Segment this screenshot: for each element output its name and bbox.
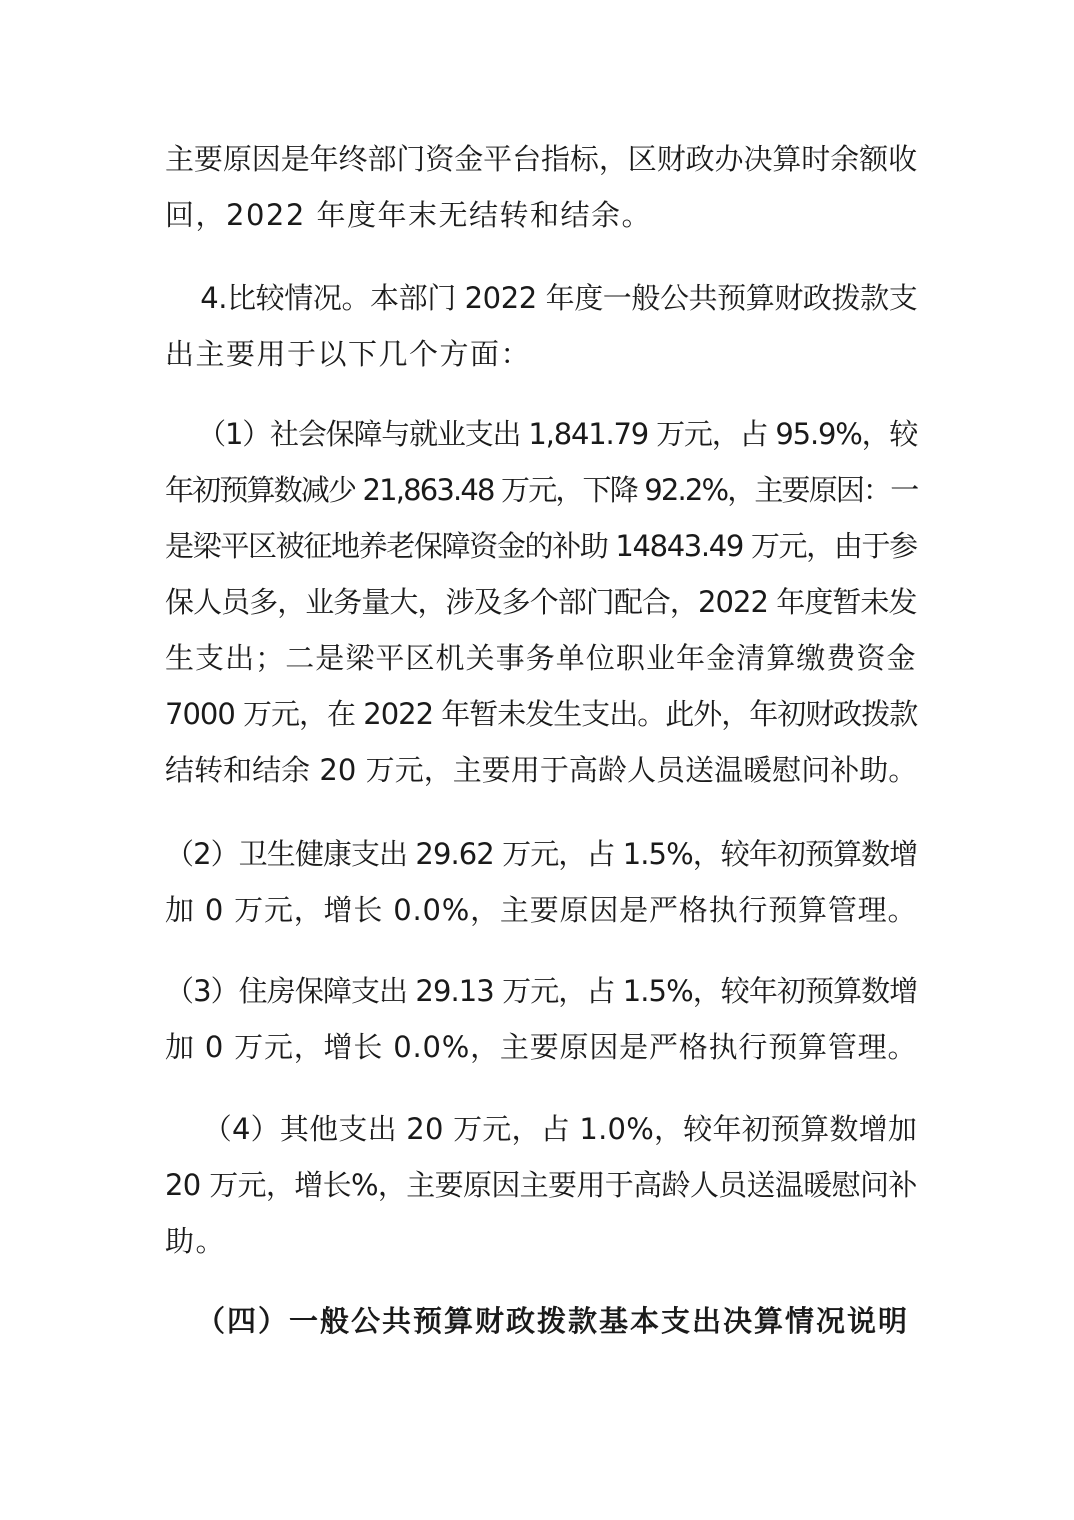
text-line: 加 0 万元，增长 0.0%，主要原因是严格执行预算管理。 (165, 1030, 918, 1064)
paragraph-item-1 (165, 406, 918, 798)
text-line: 出主要用于以下几个方面： (165, 337, 532, 371)
paragraph-intro (165, 131, 918, 243)
text-line: （1）社会保障与就业支出 1,841.79 万元，占 95.9%，较 (165, 417, 918, 451)
text-line: （4）其他支出 20 万元，占 1.0%，较年初预算数增加 (165, 1112, 918, 1146)
section-heading: （四）一般公共预算财政拨款基本支出决算情况说明 (196, 1304, 910, 1338)
text-line: 助。 (165, 1224, 227, 1258)
text-line: 生支出；二是梁平区机关事务单位职业年金清算缴费资金 (165, 641, 917, 675)
text-line: 是梁平区被征地养老保障资金的补助 14843.49 万元，由于参 (165, 529, 917, 563)
paragraph-item-2 (165, 826, 918, 938)
text-line: （2）卫生健康支出 29.62 万元，占 1.5%，较年初预算数增 (165, 837, 918, 871)
text-line: 加 0 万元，增长 0.0%，主要原因是严格执行预算管理。 (165, 893, 918, 927)
paragraph-item-3 (165, 963, 918, 1075)
text-line: 保人员多，业务量大，涉及多个部门配合，2022 年度暂未发 (165, 585, 917, 619)
text-line: 年初预算数减少 21,863.48 万元，下降 92.2%，主要原因：一 (165, 473, 918, 507)
text-line: （3）住房保障支出 29.13 万元，占 1.5%，较年初预算数增 (165, 974, 918, 1008)
paragraph-comparison (165, 270, 918, 382)
text-line: 回，2022 年度年末无结转和结余。 (165, 198, 653, 232)
text-line: 20 万元，增长%，主要原因主要用于高龄人员送温暖慰问补 (165, 1168, 917, 1202)
text-line: 7000 万元，在 2022 年暂未发生支出。此外，年初财政拨款 (165, 697, 918, 731)
text-line: 结转和结余 20 万元，主要用于高龄人员送温暖慰问补助。 (165, 753, 918, 787)
paragraph-item-4 (165, 1101, 918, 1269)
text-line: 4.比较情况。本部门 2022 年度一般公共预算财政拨款支 (165, 281, 918, 315)
text-line: 主要原因是年终部门资金平台指标，区财政办决算时余额收 (165, 142, 918, 176)
